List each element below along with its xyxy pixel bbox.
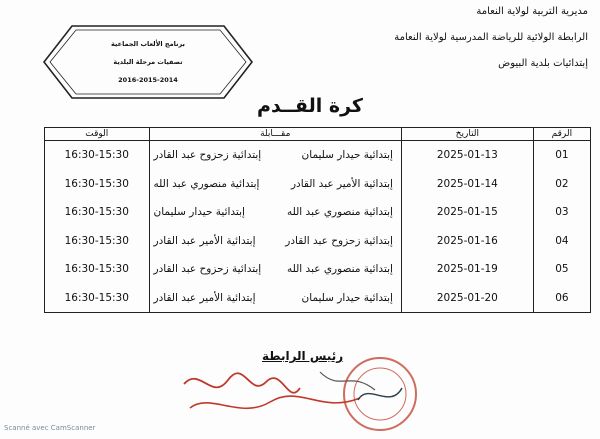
row-match <box>149 141 401 170</box>
row-num: 05 <box>533 255 590 284</box>
row-match <box>149 170 401 199</box>
header-line-directorate: مديرية التربية لولاية النعامة <box>476 6 588 17</box>
team-1: إبتدائية الأمير عبد القادر <box>290 177 393 190</box>
official-stamp-seal <box>340 354 420 434</box>
row-date: 2025-01-19 <box>401 255 533 284</box>
row-num: 01 <box>533 141 590 170</box>
row-time: 16:30-15:30 <box>45 141 150 170</box>
league-president-label: رئيس الرابطة <box>262 349 344 363</box>
program-years: 2016-2015-2014 <box>118 76 178 84</box>
team-2: إبتدائية حيدار سليمان <box>153 206 245 219</box>
team-2: إبتدائية زحزوح عبد القادر <box>153 149 262 162</box>
header-block <box>358 6 588 84</box>
team-2: إبتدائية الأمير عبد القادر <box>153 234 256 247</box>
header-time: الوقت <box>45 128 150 141</box>
row-num: 04 <box>533 227 590 256</box>
row-match <box>149 255 401 284</box>
row-num: 06 <box>533 284 590 313</box>
row-date: 2025-01-16 <box>401 227 533 256</box>
table-row <box>45 284 591 313</box>
team-1: إبتدائية منصوري عبد الله <box>287 206 393 219</box>
team-2: إبتدائية منصوري عبد الله <box>153 177 260 190</box>
table-row <box>45 198 591 227</box>
row-time: 16:30-15:30 <box>45 255 150 284</box>
row-time: 16:30-15:30 <box>45 170 150 199</box>
table-header-row <box>45 128 591 141</box>
row-match <box>149 284 401 313</box>
row-num: 03 <box>533 198 590 227</box>
table-row <box>45 255 591 284</box>
row-date: 2025-01-20 <box>401 284 533 313</box>
program-stage: تصفيات مرحلة البلدية <box>113 58 183 66</box>
team-1: إبتدائية حيدار سليمان <box>301 291 393 304</box>
page-title: كرة القــدم <box>257 95 363 117</box>
header-date: التاريخ <box>401 128 533 141</box>
row-date: 2025-01-14 <box>401 170 533 199</box>
row-match <box>149 198 401 227</box>
row-time: 16:30-15:30 <box>45 284 150 313</box>
row-date: 2025-01-13 <box>401 141 533 170</box>
table-row <box>45 141 591 170</box>
table-row <box>45 227 591 256</box>
team-1: إبتدائية زحزوح عبد القادر <box>285 234 393 247</box>
program-box <box>42 24 254 100</box>
team-2: إبتدائية زحزوح عبد القادر <box>153 263 262 276</box>
header-num: الرقم <box>533 128 590 141</box>
team-1: إبتدائية حيدار سليمان <box>301 149 393 162</box>
header-line-league: الرابطة الولائية للرياضة المدرسية لولاية النعامة <box>394 32 588 43</box>
scanner-watermark: Scanné avec CamScanner <box>4 424 96 432</box>
team-2: إبتدائية الأمير عبد القادر <box>153 291 256 304</box>
program-title: برنامج الألعاب الجماعية <box>111 40 185 48</box>
header-line-schools: إبتدائيات بلدية البيوض <box>498 58 588 69</box>
row-time: 16:30-15:30 <box>45 198 150 227</box>
team-1: إبتدائية منصوري عبد الله <box>287 263 393 276</box>
schedule-table <box>44 127 591 313</box>
row-date: 2025-01-15 <box>401 198 533 227</box>
row-match <box>149 227 401 256</box>
row-num: 02 <box>533 170 590 199</box>
table-row <box>45 170 591 199</box>
row-time: 16:30-15:30 <box>45 227 150 256</box>
header-match: مقـــابلة <box>149 128 401 141</box>
